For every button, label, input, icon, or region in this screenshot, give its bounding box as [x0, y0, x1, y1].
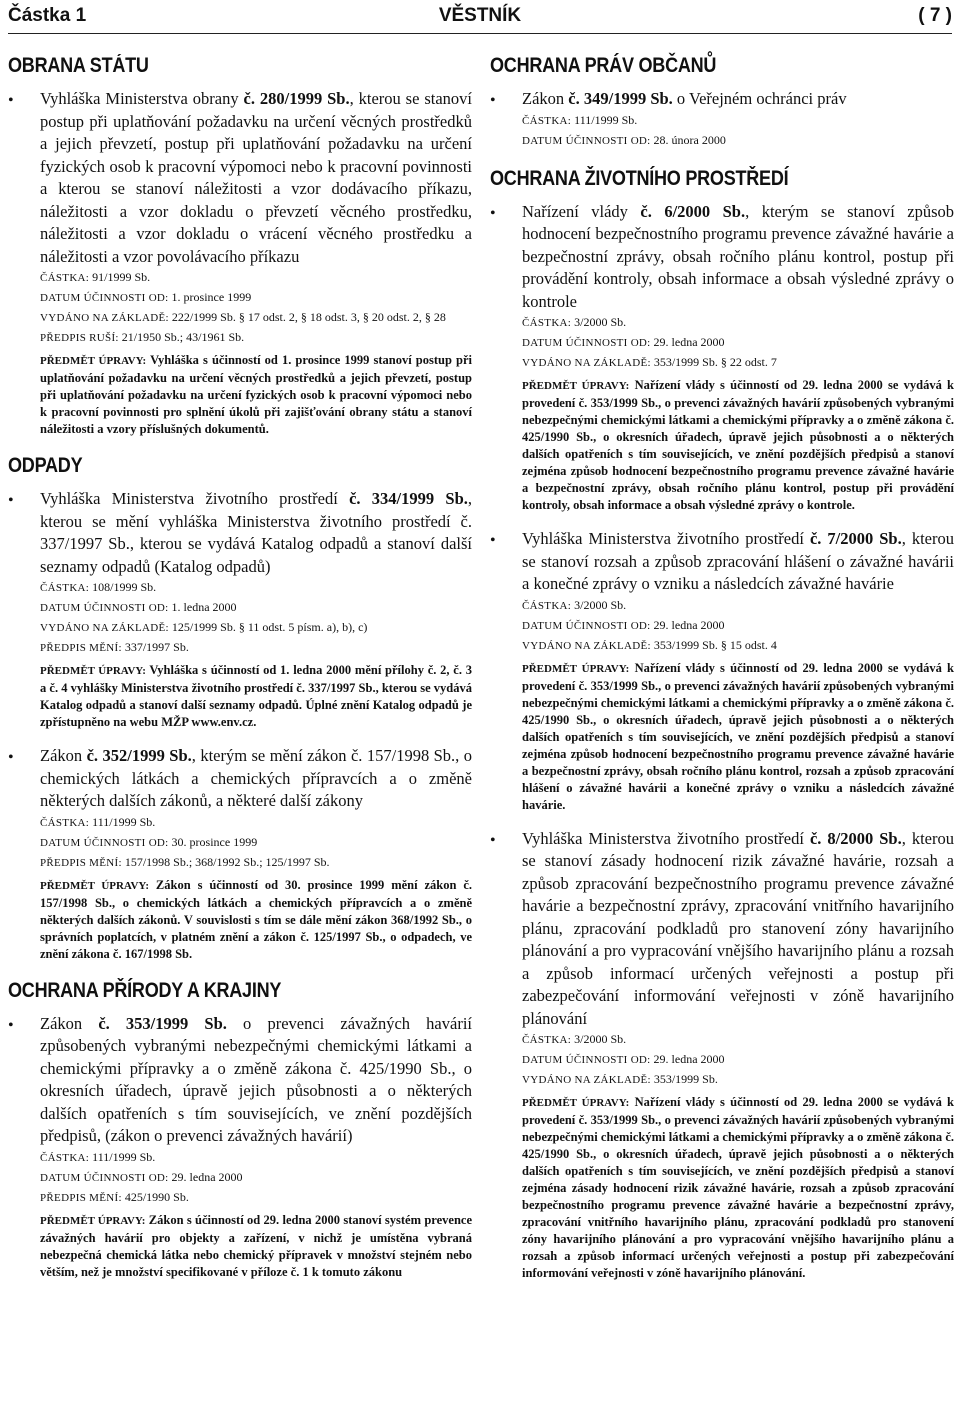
meta-row: [522, 1030, 954, 1050]
act-type: Vyhláška Ministerstva životního prostředí: [40, 489, 350, 508]
header-issue: Částka 1: [8, 5, 87, 26]
act-type: Zákon: [40, 746, 87, 765]
act-description: [522, 88, 954, 111]
meta-row: [522, 636, 954, 656]
act-type: Zákon: [522, 89, 569, 108]
meta-key: ČÁSTKA:: [522, 317, 572, 329]
section-title: OCHRANA ŽIVOTNÍHO PROSTŘEDÍ: [490, 166, 789, 190]
meta-row: [40, 618, 472, 638]
act-number: č. 6/2000 Sb.: [640, 201, 746, 221]
meta-value: 29. ledna 2000: [653, 335, 725, 349]
meta-value: 425/1990 Sb.: [124, 1189, 189, 1204]
legal-act-item: [8, 88, 472, 438]
meta-key: ČÁSTKA:: [40, 816, 90, 829]
act-number: č. 353/1999 Sb.: [98, 1013, 227, 1033]
note-key: PŘEDMĚT ÚPRAVY:: [522, 662, 630, 675]
bullet-icon: •: [490, 204, 496, 222]
meta-row: [522, 353, 954, 373]
meta-key: VYDÁNO NA ZÁKLADĚ:: [40, 622, 169, 634]
meta-key: ČÁSTKA:: [522, 599, 572, 612]
legal-act-item: [8, 1013, 472, 1281]
section-title: ODPADY: [8, 454, 83, 477]
meta-value: 3/2000 Sb.: [574, 597, 627, 612]
section-title: OCHRANA PŘÍRODY A KRAJINY: [8, 978, 282, 1002]
act-title: , kterou se stanoví zásady hodnocení rizik závažné havárie, rozsah a způsob zpracování bezpečnostního programu prevence závažné havárie a bezpečnostní zprávy, zpracování vnitřního havarijního plánu, zpracování podkladů pro stanovení zóny havarijního plánování a pro vypracování vnějšího havarijního plánu a rozsah a způsob informací určených veřejnosti a postup při zabezpečování informování veřejnosti v zóně havarijního plánování: [522, 828, 954, 1028]
meta-value: 111/1999 Sb.: [92, 814, 156, 829]
page-header: [8, 3, 952, 33]
subject-note: [522, 1094, 954, 1282]
meta-value: 29. ledna 2000: [171, 1169, 243, 1184]
right-column: [490, 54, 954, 1298]
meta-value: 28. února 2000: [653, 132, 726, 147]
meta-value: 337/1997 Sb.: [124, 640, 189, 654]
meta-key: PŘEDPIS MĚNÍ:: [40, 642, 122, 654]
subject-note: [40, 662, 472, 731]
note-text: Nařízení vlády s účinností od 29. ledna 2000 se vydává k provedení č. 353/1999 Sb., o prevenci závažných havárií způsobených vybranými nebezpečnými chemickými látkami a chemickými přípravky a o změně zákona č. 425/1990 Sb., o okresních úřadech, úpravě jejich působnosti a o některých dalších opatřeních s tím souvisejících, ve znění pozdějších předpisů a stanoví zejména způsob hodnocení bezpečnostního programu prevence závažné havárie a bezpečnostní zprávy, obsah ročního plánu kontrol, postup při provádění kontroly, obsah informace a obsah výsledné zprávy o kontrole.: [522, 378, 955, 512]
meta-key: ČÁSTKA:: [40, 272, 90, 284]
meta-row: [40, 1148, 472, 1168]
subject-note: [522, 660, 954, 814]
meta-row: [40, 638, 472, 658]
meta-value: 30. prosince 1999: [171, 834, 258, 849]
note-text: Vyhláška s účinností od 1. ledna 2000 mění přílohy č. 2, č. 3 a č. 4 vyhlášky Ministerstva životního prostředí č. 337/1997 Sb., kterou se vydává Katalog odpadů a stanoví další seznamy odpadů. Úplné znění Katalog odpadů je zpřístupněno na webu MŽP www.env.cz.: [40, 663, 472, 729]
meta-key: VYDÁNO NA ZÁKLADĚ:: [40, 312, 169, 324]
act-title: o Veřejném ochránci práv: [672, 89, 847, 108]
note-key: PŘEDMĚT ÚPRAVY:: [40, 879, 150, 892]
act-description: [522, 201, 954, 314]
bullet-icon: •: [490, 92, 496, 109]
meta-key: DATUM ÚČINNOSTI OD:: [522, 1054, 651, 1066]
meta-row: [40, 328, 472, 348]
meta-key: PŘEDPIS RUŠÍ:: [40, 332, 119, 344]
bullet-icon: •: [8, 492, 14, 509]
act-number: č. 280/1999 Sb.: [243, 89, 350, 108]
meta-value: 29. ledna 2000: [653, 1052, 725, 1066]
note-key: PŘEDMĚT ÚPRAVY:: [522, 1097, 630, 1109]
meta-row: [40, 853, 472, 873]
meta-row: [522, 596, 954, 616]
act-type: Nařízení vlády: [522, 201, 641, 221]
header-page-number: ( 7 ): [918, 5, 952, 26]
subject-note: [40, 352, 472, 438]
meta-value: 125/1999 Sb. § 11 odst. 5 písm. a), b), c): [171, 620, 368, 634]
bullet-icon: •: [490, 532, 496, 549]
meta-key: VYDÁNO NA ZÁKLADĚ:: [522, 639, 651, 652]
act-description: [40, 488, 472, 578]
section-title: OBRANA STÁTU: [8, 54, 149, 77]
bullet-icon: •: [8, 1016, 14, 1034]
act-description: [40, 88, 472, 268]
act-title: o prevenci závažných havárií způsobených vybranými nebezpečnými chemickými látkami a chemickými přípravky a o změně zákona č. 425/1990 Sb., o okresních úřadech, úpravě jejich působnosti a o některých dalších opatřeních s tím souvisejících, ve znění pozdějších předpisů, (zákon o prevenci závažných havárií): [40, 1013, 472, 1145]
meta-row: [522, 1050, 954, 1070]
meta-key: DATUM ÚČINNOSTI OD:: [40, 836, 169, 849]
meta-value: 353/1999 Sb. § 15 odst. 4: [653, 637, 777, 652]
meta-value: 157/1998 Sb.; 368/1992 Sb.; 125/1997 Sb.: [124, 854, 330, 869]
meta-key: DATUM ÚČINNOSTI OD:: [522, 337, 651, 349]
act-title: , kterým se mění zákon č. 157/1998 Sb., o chemických látkách a chemických přípravcích a o změně některých dalších zákonů, a některé další zákony: [40, 746, 473, 810]
meta-value: 1. prosince 1999: [171, 290, 252, 304]
meta-row: [40, 813, 472, 833]
act-title: , kterou se mění vyhláška Ministerstva životního prostředí č. 337/1997 Sb., kterou se vydává Katalog odpadů a stanoví další seznamy odpadů (Katalog odpadů): [40, 489, 472, 576]
meta-key: DATUM ÚČINNOSTI OD:: [40, 292, 169, 304]
meta-row: [522, 333, 954, 353]
legal-act-item: [490, 528, 954, 814]
act-type: Zákon: [40, 1013, 99, 1033]
meta-row: [40, 308, 472, 328]
legal-act-item: [8, 745, 472, 963]
meta-key: VYDÁNO NA ZÁKLADĚ:: [522, 357, 651, 369]
meta-value: 111/1999 Sb.: [92, 1149, 156, 1164]
meta-key: DATUM ÚČINNOSTI OD:: [40, 602, 169, 614]
subject-note: [40, 1212, 472, 1281]
bullet-icon: •: [8, 92, 14, 109]
meta-key: DATUM ÚČINNOSTI OD:: [522, 134, 651, 147]
header-title: VĚSTNÍK: [438, 5, 522, 26]
note-text: Nařízení vlády s účinností od 29. ledna 2000 se vydává k provedení č. 353/1999 Sb., o prevenci závažných havárií způsobených vybranými nebezpečnými chemickými látkami a chemickými přípravky a o změně zákona č. 425/1990 Sb., o okresních úřadech, úpravě jejich působnosti a o některých dalších opatřeních s tím souvisejících, ve znění pozdějších předpisů a stanoví zejména zásady hodnocení rizik závažné havárie, rozsah a způsob zpracování bezpečnostního programu prevence závažné havárie a bezpečnostní zprávy, zpracování vnitřního havarijního plánu, zpracování podkladů pro stanovení zóny havarijního plánování a pro vypracování vnějšího havarijního plánu a rozsah a způsob informací určených veřejnosti a postup při zabezpečování informování veřejnosti v zóně havarijního plánování.: [522, 1095, 955, 1280]
section: [490, 54, 954, 151]
note-key: PŘEDMĚT ÚPRAVY:: [522, 380, 630, 392]
meta-value: 3/2000 Sb.: [574, 315, 627, 329]
meta-value: 353/1999 Sb.: [653, 1072, 718, 1086]
meta-key: PŘEDPIS MĚNÍ:: [40, 856, 122, 869]
meta-row: [40, 1188, 472, 1208]
section: [8, 979, 472, 1281]
meta-value: 108/1999 Sb.: [92, 580, 157, 594]
act-title: , kterou se stanoví rozsah a způsob zpracování hlášení o závažné havárii a konečné zprávy o vzniku a následcích závažné havárie: [522, 529, 954, 593]
meta-key: ČÁSTKA:: [522, 114, 572, 127]
meta-row: [40, 578, 472, 598]
act-number: č. 8/2000 Sb.: [809, 828, 902, 848]
note-text: Zákon s účinností od 29. ledna 2000 stanoví systém prevence závažných havárií pro objekty a zařízení, v nichž je umístěna vybraná nebezpečná chemická látka nebo chemický přípravek v množství stejném nebo větším, než je množství specifikované v příloze č. 1 k tomuto zákonu: [40, 1212, 472, 1279]
act-description: [40, 745, 472, 813]
header-rule: [8, 33, 952, 34]
meta-key: PŘEDPIS MĚNÍ:: [40, 1191, 122, 1204]
legal-act-item: [490, 828, 954, 1283]
section: [8, 454, 472, 963]
meta-key: DATUM ÚČINNOSTI OD:: [40, 1171, 169, 1184]
section: [8, 54, 472, 438]
meta-row: [40, 833, 472, 853]
bullet-icon: •: [490, 831, 496, 849]
left-column: [8, 54, 472, 1297]
meta-value: 111/1999 Sb.: [574, 112, 638, 127]
legal-act-item: [8, 488, 472, 731]
act-number: č. 334/1999 Sb.: [349, 489, 468, 508]
act-number: č. 352/1999 Sb.: [86, 746, 192, 765]
legal-act-item: [490, 201, 954, 515]
note-key: PŘEDMĚT ÚPRAVY:: [40, 665, 146, 677]
meta-key: ČÁSTKA:: [40, 582, 90, 594]
meta-row: [522, 131, 954, 151]
meta-row: [40, 1168, 472, 1188]
legal-act-item: [490, 88, 954, 151]
act-number: č. 7/2000 Sb.: [809, 529, 902, 548]
note-text: Nařízení vlády s účinností od 29. ledna 2000 se vydává k provedení č. 353/1999 Sb., o prevenci závažných havárií způsobených vybranými nebezpečnými chemickými látkami a chemickými přípravky a o změně zákona č. 425/1990 Sb., o okresních úřadech, úpravě jejich působnosti a o některých dalších opatřeních s tím souvisejících, ve znění pozdějších předpisů a stanoví zejména způsob hodnocení bezpečnostního programu prevence závažné havárie a bezpečnostní zprávy, obsah ročního plánu kontrol, rozsah a způsob zpracování hlášení o závažné havárii a konečné zprávy o vzniku a následcích závažné havárie.: [522, 660, 955, 812]
act-type: Vyhláška Ministerstva životního prostředí: [522, 529, 810, 548]
meta-row: [522, 616, 954, 636]
note-text: Zákon s účinností od 30. prosince 1999 mění zákon č. 157/1998 Sb., o chemických látkách a chemických přípravcích a o změně některých dalších zákonů. V souvislosti s tím se dále mění zákon 368/1992 Sb., o správních poplatcích, v platném znění a zákon č. 125/1997 Sb., o odpadech, ve znění zákona č. 167/1998 Sb.: [40, 877, 473, 961]
meta-value: 353/1999 Sb. § 22 odst. 7: [653, 355, 777, 369]
subject-note: [40, 877, 472, 963]
meta-row: [522, 313, 954, 333]
meta-value: 91/1999 Sb.: [92, 270, 151, 284]
meta-row: [40, 598, 472, 618]
meta-key: ČÁSTKA:: [522, 1034, 572, 1046]
note-key: PŘEDMĚT ÚPRAVY:: [40, 1214, 146, 1227]
act-title: , kterým se stanoví způsob hodnocení bezpečnostního programu prevence závažné havárie a bezpečnostní zprávy, obsah ročního plánu kontrol, postup při provádění kontroly, obsah informace a obsah výsledné zprávy o kontrole: [522, 201, 954, 311]
meta-key: DATUM ÚČINNOSTI OD:: [522, 619, 651, 632]
meta-value: 222/1999 Sb. § 17 odst. 2, § 18 odst. 3, § 20 odst. 2, § 28: [171, 310, 446, 324]
meta-value: 29. ledna 2000: [653, 617, 725, 632]
meta-row: [40, 288, 472, 308]
meta-row: [522, 111, 954, 131]
meta-key: ČÁSTKA:: [40, 1151, 90, 1164]
subject-note: [522, 377, 954, 514]
act-description: [40, 1013, 472, 1148]
bullet-icon: •: [8, 749, 14, 766]
act-description: [522, 528, 954, 596]
act-type: Vyhláška Ministerstva obrany: [40, 89, 244, 108]
section: [490, 167, 954, 1283]
meta-value: 3/2000 Sb.: [574, 1032, 627, 1046]
note-key: PŘEDMĚT ÚPRAVY:: [40, 355, 147, 367]
note-text: Vyhláška s účinností od 1. prosince 1999 stanoví postup při uplatňování požadavku na určení věcných prostředků a jejich převzetí, postup při uplatňování požadavku na určení fyzických osob k pracovní výpomoci nebo k pracovní povinnosti pro splnění úkolů při zajišťování obrany státu a stanoví náležitosti a vzory příslušných dokumentů.: [40, 353, 472, 436]
meta-row: [522, 1070, 954, 1090]
act-number: č. 349/1999 Sb.: [568, 89, 673, 108]
section-title: OCHRANA PRÁV OBČANŮ: [490, 54, 717, 77]
meta-value: 21/1950 Sb.; 43/1961 Sb.: [121, 330, 245, 344]
act-title: , kterou se stanoví postup při uplatňování požadavku na určení věcných prostředků a jejich převzetí, postup při uplatňování požadavku na určení fyzických osob k pracovní výpomoci nebo k pracovní povinnosti a kterou se stanoví náležitosti a vzor dodávacího příkazu, náležitosti a vzor dokladu o převzetí věcného prostředku, náležitosti a vzor dokladu o vrácení věcného prostředku a náležitosti a vzor povolávacího příkazu: [40, 89, 472, 266]
act-type: Vyhláška Ministerstva životního prostředí: [522, 828, 810, 848]
meta-value: 1. ledna 2000: [171, 600, 237, 614]
meta-key: VYDÁNO NA ZÁKLADĚ:: [522, 1074, 651, 1086]
meta-row: [40, 268, 472, 288]
act-description: [522, 828, 954, 1031]
